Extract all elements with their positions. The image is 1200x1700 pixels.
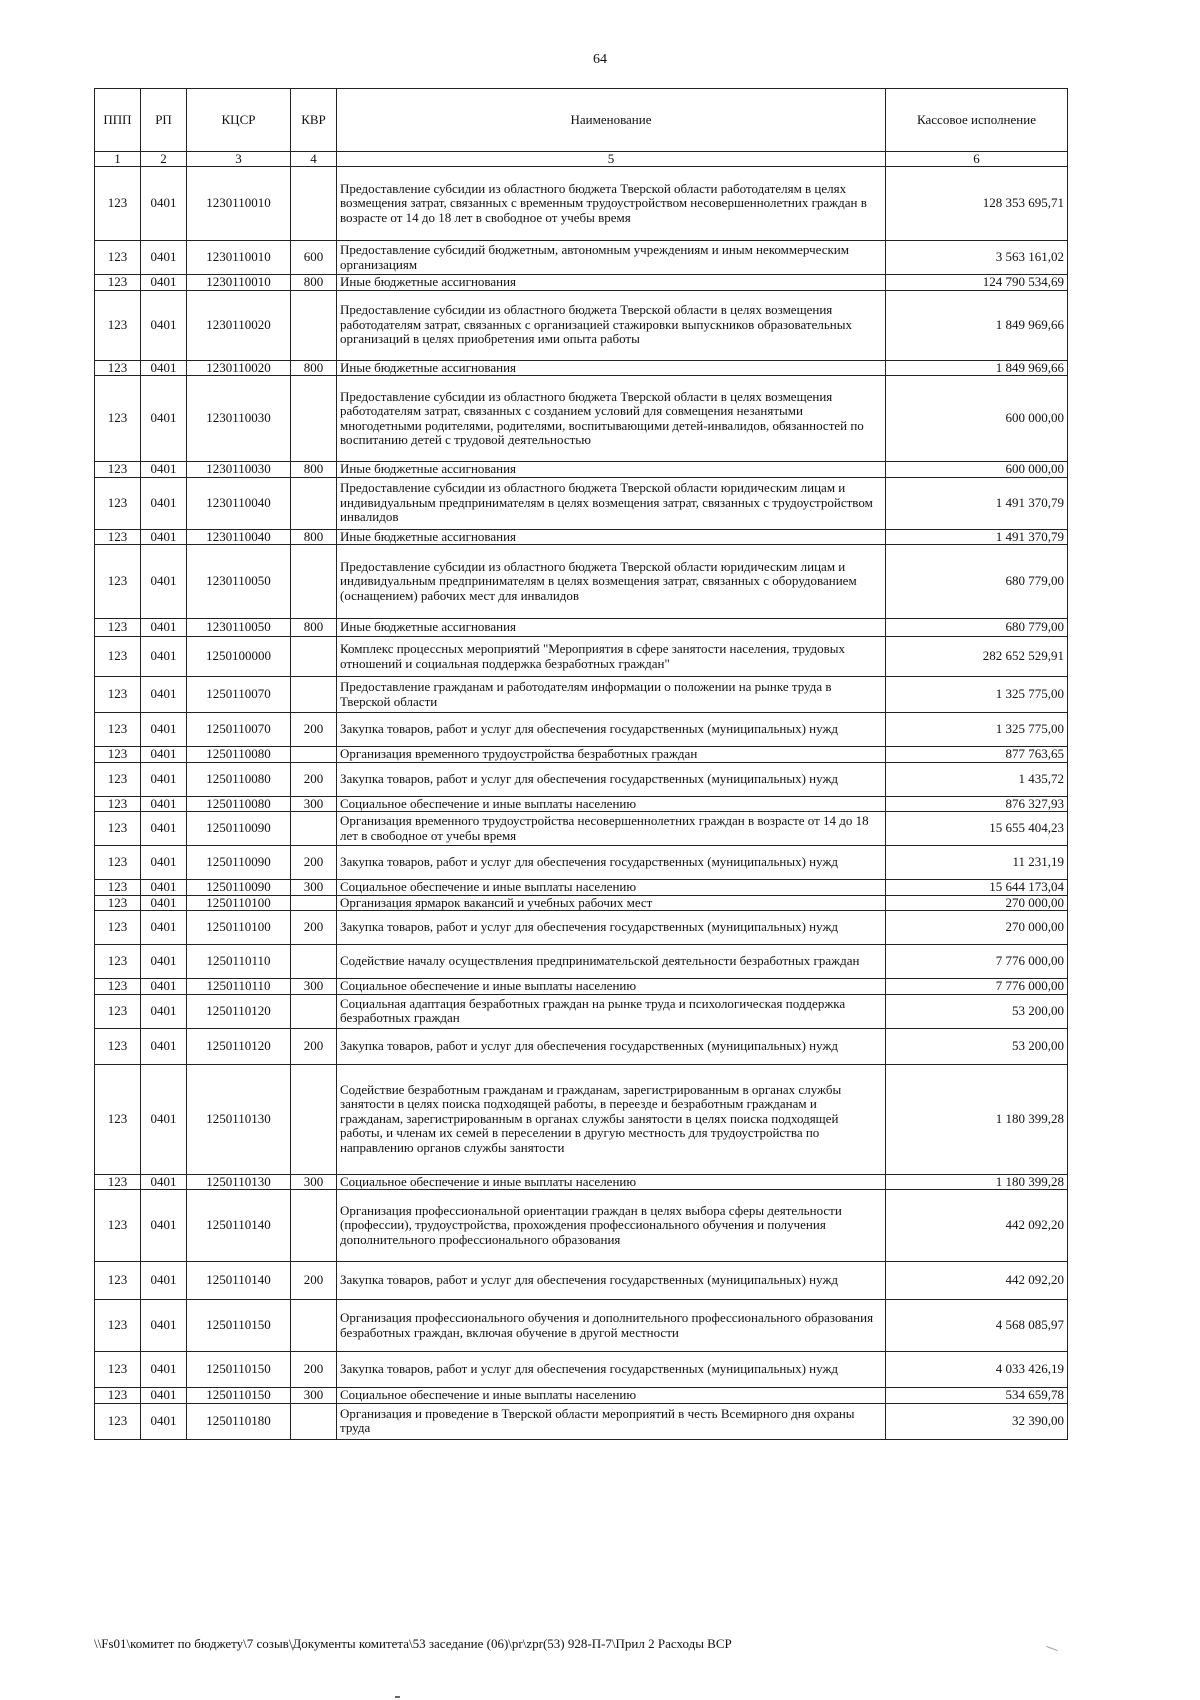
cell-amount: 600 000,00 — [886, 462, 1068, 478]
cell-amount: 1 491 370,79 — [886, 477, 1068, 529]
table-row — [95, 1174, 1068, 1190]
cell-name: Иные бюджетные ассигнования — [337, 360, 886, 376]
cell-ppp: 123 — [95, 477, 141, 529]
cell-kvr: 300 — [291, 979, 337, 995]
cell-amount: 1 435,72 — [886, 762, 1068, 796]
cell-name: Комплекс процессных мероприятий "Мероприятия в сфере занятости населения, трудовых отношений и социальная поддержка безработных граждан" — [337, 637, 886, 677]
table-row — [95, 762, 1068, 796]
page-number: 64 — [593, 52, 607, 67]
cell-amount: 1 325 775,00 — [886, 677, 1068, 713]
cell-kcsr: 1250110130 — [187, 1064, 291, 1174]
cell-kvr — [291, 167, 337, 241]
cell-kcsr: 1250110090 — [187, 812, 291, 846]
cell-kvr: 200 — [291, 846, 337, 880]
cell-rp: 0401 — [141, 637, 187, 677]
cell-amount: 270 000,00 — [886, 911, 1068, 945]
table-row — [95, 812, 1068, 846]
cell-kcsr: 1250110100 — [187, 911, 291, 945]
cell-ppp: 123 — [95, 979, 141, 995]
cell-ppp: 123 — [95, 1064, 141, 1174]
file-path-footer: \\Fs01\комитет по бюджету\7 созыв\Документы комитета\53 заседание (06)\pr\zpr(53) 928-П-7\Прил 2 Расходы ВСР — [94, 1636, 732, 1651]
cell-name: Социальное обеспечение и иные выплаты населению — [337, 1174, 886, 1190]
cell-name: Организация ярмарок вакансий и учебных рабочих мест — [337, 895, 886, 911]
cell-amount: 442 092,20 — [886, 1190, 1068, 1262]
cell-rp: 0401 — [141, 945, 187, 979]
cell-kcsr: 1230110010 — [187, 275, 291, 291]
table-row — [95, 911, 1068, 945]
table-row — [95, 462, 1068, 478]
table-row — [95, 1190, 1068, 1262]
cell-kvr: 800 — [291, 360, 337, 376]
cell-name: Предоставление субсидий бюджетным, автономным учреждениям и иным некоммерческим организациям — [337, 241, 886, 275]
cell-ppp: 123 — [95, 796, 141, 812]
cell-kvr — [291, 376, 337, 462]
cell-name: Социальное обеспечение и иные выплаты населению — [337, 1388, 886, 1404]
table-row — [95, 167, 1068, 241]
cell-ppp: 123 — [95, 713, 141, 747]
table-row — [95, 747, 1068, 763]
cell-kvr: 800 — [291, 619, 337, 637]
table-row — [95, 846, 1068, 880]
cell-name: Предоставление субсидии из областного бюджета Тверской области работодателям в целях возмещения затрат, связанных с временным трудоустройством несовершеннолетних граждан в возрасте от 14 до 18 лет в свободное от учебы время — [337, 167, 886, 241]
table-row — [95, 979, 1068, 995]
cell-rp: 0401 — [141, 376, 187, 462]
cell-ppp: 123 — [95, 945, 141, 979]
header-rp: РП — [141, 89, 187, 152]
cell-kcsr: 1250110090 — [187, 846, 291, 880]
cell-kcsr: 1230110010 — [187, 241, 291, 275]
cell-rp: 0401 — [141, 880, 187, 896]
cell-amount: 1 180 399,28 — [886, 1174, 1068, 1190]
table-row — [95, 895, 1068, 911]
cell-ppp: 123 — [95, 994, 141, 1028]
table-row — [95, 360, 1068, 376]
cell-amount: 600 000,00 — [886, 376, 1068, 462]
cell-ppp: 123 — [95, 545, 141, 619]
cell-rp: 0401 — [141, 1352, 187, 1388]
cell-kcsr: 1250110120 — [187, 1028, 291, 1064]
cell-name: Организация и проведение в Тверской области мероприятий в честь Всемирного дня охраны труда — [337, 1403, 886, 1439]
cell-name: Иные бюджетные ассигнования — [337, 275, 886, 291]
cell-kvr — [291, 637, 337, 677]
cell-kvr: 200 — [291, 1262, 337, 1300]
cell-name: Закупка товаров, работ и услуг для обеспечения государственных (муниципальных) нужд — [337, 713, 886, 747]
cell-kvr: 200 — [291, 1352, 337, 1388]
cell-rp: 0401 — [141, 529, 187, 545]
cell-amount: 1 849 969,66 — [886, 290, 1068, 360]
cell-kvr — [291, 1190, 337, 1262]
table-row — [95, 1300, 1068, 1352]
header-amount: Кассовое исполнение — [886, 89, 1068, 152]
cell-ppp: 123 — [95, 1300, 141, 1352]
cell-rp: 0401 — [141, 1028, 187, 1064]
cell-amount: 282 652 529,91 — [886, 637, 1068, 677]
cell-kvr: 300 — [291, 796, 337, 812]
cell-rp: 0401 — [141, 1300, 187, 1352]
cell-name: Закупка товаров, работ и услуг для обеспечения государственных (муниципальных) нужд — [337, 846, 886, 880]
cell-name: Социальное обеспечение и иные выплаты населению — [337, 880, 886, 896]
table-row — [95, 1262, 1068, 1300]
cell-kcsr: 1230110050 — [187, 619, 291, 637]
cell-rp: 0401 — [141, 979, 187, 995]
cell-ppp: 123 — [95, 762, 141, 796]
cell-amount: 442 092,20 — [886, 1262, 1068, 1300]
table-row — [95, 677, 1068, 713]
header-ppp: ППП — [95, 89, 141, 152]
cell-ppp: 123 — [95, 846, 141, 880]
cell-kcsr: 1230110020 — [187, 290, 291, 360]
cell-kvr: 800 — [291, 275, 337, 291]
cell-kcsr: 1230110020 — [187, 360, 291, 376]
column-number: 4 — [291, 152, 337, 167]
cell-name: Закупка товаров, работ и услуг для обеспечения государственных (муниципальных) нужд — [337, 1028, 886, 1064]
cell-amount: 534 659,78 — [886, 1388, 1068, 1404]
cell-name: Иные бюджетные ассигнования — [337, 619, 886, 637]
cell-ppp: 123 — [95, 167, 141, 241]
cell-kvr: 300 — [291, 880, 337, 896]
table-row — [95, 994, 1068, 1028]
column-number: 6 — [886, 152, 1068, 167]
table-row — [95, 796, 1068, 812]
cell-name: Предоставление субсидии из областного бюджета Тверской области юридическим лицам и индивидуальным предпринимателям в целях возмещения затрат, связанных с трудоустройством инвалидов — [337, 477, 886, 529]
cell-rp: 0401 — [141, 895, 187, 911]
column-number: 2 — [141, 152, 187, 167]
cell-kcsr: 1230110010 — [187, 167, 291, 241]
cell-kvr: 300 — [291, 1388, 337, 1404]
cell-kcsr: 1230110030 — [187, 462, 291, 478]
cell-kvr: 300 — [291, 1174, 337, 1190]
cell-kcsr: 1250110070 — [187, 677, 291, 713]
cell-kcsr: 1230110040 — [187, 477, 291, 529]
expenditure-table — [94, 88, 1068, 1440]
cell-kvr — [291, 290, 337, 360]
table-body — [95, 167, 1068, 1440]
cell-name: Предоставление субсидии из областного бюджета Тверской области в целях возмещения работодателям затрат, связанных с созданием условий для совмещения незанятыми многодетными родителями, родителями, воспитывающими детей-инвалидов, обязанностей по воспитанию детей с трудовой деятельностью — [337, 376, 886, 462]
cell-rp: 0401 — [141, 1174, 187, 1190]
cell-amount: 680 779,00 — [886, 619, 1068, 637]
cell-amount: 877 763,65 — [886, 747, 1068, 763]
cell-kvr: 200 — [291, 713, 337, 747]
cell-kvr: 600 — [291, 241, 337, 275]
cell-ppp: 123 — [95, 880, 141, 896]
cell-ppp: 123 — [95, 529, 141, 545]
cell-kcsr: 1230110040 — [187, 529, 291, 545]
cell-ppp: 123 — [95, 911, 141, 945]
table-row — [95, 1028, 1068, 1064]
cell-rp: 0401 — [141, 911, 187, 945]
scan-mark — [395, 1696, 400, 1698]
cell-kvr: 200 — [291, 1028, 337, 1064]
table-row — [95, 637, 1068, 677]
cell-kvr — [291, 945, 337, 979]
cell-rp: 0401 — [141, 762, 187, 796]
cell-ppp: 123 — [95, 376, 141, 462]
cell-ppp: 123 — [95, 1403, 141, 1439]
cell-rp: 0401 — [141, 994, 187, 1028]
table-row — [95, 241, 1068, 275]
cell-kcsr: 1250110140 — [187, 1190, 291, 1262]
header-kvr: КВР — [291, 89, 337, 152]
cell-amount: 53 200,00 — [886, 994, 1068, 1028]
cell-amount: 32 390,00 — [886, 1403, 1068, 1439]
cell-rp: 0401 — [141, 545, 187, 619]
cell-kcsr: 1250110150 — [187, 1352, 291, 1388]
cell-name: Предоставление субсидии из областного бюджета Тверской области юридическим лицам и индивидуальным предпринимателям в целях возмещения затрат, связанных с оборудованием (оснащением) рабочих мест для инвалидов — [337, 545, 886, 619]
cell-ppp: 123 — [95, 290, 141, 360]
cell-amount: 15 644 173,04 — [886, 880, 1068, 896]
cell-kcsr: 1250110150 — [187, 1300, 291, 1352]
cell-amount: 270 000,00 — [886, 895, 1068, 911]
table-row — [95, 545, 1068, 619]
cell-kcsr: 1250110080 — [187, 762, 291, 796]
cell-name: Социальное обеспечение и иные выплаты населению — [337, 796, 886, 812]
cell-kcsr: 1250110090 — [187, 880, 291, 896]
cell-amount: 3 563 161,02 — [886, 241, 1068, 275]
cell-name: Организация временного трудоустройства несовершеннолетних граждан в возрасте от 14 до 18 лет в свободное от учебы время — [337, 812, 886, 846]
cell-amount: 128 353 695,71 — [886, 167, 1068, 241]
cell-rp: 0401 — [141, 1262, 187, 1300]
table-row — [95, 1352, 1068, 1388]
cell-rp: 0401 — [141, 290, 187, 360]
table-row — [95, 529, 1068, 545]
cell-kvr — [291, 812, 337, 846]
cell-kvr — [291, 677, 337, 713]
cell-kvr — [291, 747, 337, 763]
cell-amount: 4 033 426,19 — [886, 1352, 1068, 1388]
table-row — [95, 880, 1068, 896]
cell-kcsr: 1250110080 — [187, 747, 291, 763]
cell-rp: 0401 — [141, 275, 187, 291]
cell-name: Иные бюджетные ассигнования — [337, 462, 886, 478]
cell-kcsr: 1250110180 — [187, 1403, 291, 1439]
cell-name: Организация профессиональной ориентации граждан в целях выбора сферы деятельности (профессии), трудоустройства, прохождения профессионального обучения и получения дополнительного профессионального образования — [337, 1190, 886, 1262]
cell-rp: 0401 — [141, 619, 187, 637]
cell-ppp: 123 — [95, 619, 141, 637]
cell-amount: 4 568 085,97 — [886, 1300, 1068, 1352]
table-row — [95, 619, 1068, 637]
cell-kcsr: 1250110110 — [187, 945, 291, 979]
table-row — [95, 290, 1068, 360]
cell-rp: 0401 — [141, 167, 187, 241]
cell-kvr — [291, 1064, 337, 1174]
cell-name: Организация профессионального обучения и дополнительного профессионального образования безработных граждан, включая обучение в другой местности — [337, 1300, 886, 1352]
cell-kvr — [291, 1300, 337, 1352]
cell-kvr: 200 — [291, 762, 337, 796]
header-kcsr: КЦСР — [187, 89, 291, 152]
cell-rp: 0401 — [141, 713, 187, 747]
cell-name: Закупка товаров, работ и услуг для обеспечения государственных (муниципальных) нужд — [337, 1352, 886, 1388]
cell-kvr — [291, 1403, 337, 1439]
cell-ppp: 123 — [95, 1190, 141, 1262]
table-row — [95, 945, 1068, 979]
cell-ppp: 123 — [95, 241, 141, 275]
cell-ppp: 123 — [95, 637, 141, 677]
column-number-row — [95, 152, 1068, 167]
cell-kcsr: 1230110030 — [187, 376, 291, 462]
cell-name: Содействие безработным гражданам и гражданам, зарегистрированным в органах службы занятости в целях поиска подходящей работы, в переезде и безработным гражданам и гражданам, зарегистрированным в органах службы занятости в целях поиска подходящей работы, и членам их семей в переселении в другую местность для трудоустройства по направлению органов службы занятости — [337, 1064, 886, 1174]
cell-kvr — [291, 545, 337, 619]
cell-rp: 0401 — [141, 241, 187, 275]
cell-name: Содействие началу осуществления предпринимательской деятельности безработных граждан — [337, 945, 886, 979]
cell-amount: 11 231,19 — [886, 846, 1068, 880]
cell-rp: 0401 — [141, 677, 187, 713]
cell-name: Иные бюджетные ассигнования — [337, 529, 886, 545]
cell-name: Организация временного трудоустройства безработных граждан — [337, 747, 886, 763]
cell-kvr: 800 — [291, 529, 337, 545]
table-header-row — [95, 89, 1068, 152]
cell-rp: 0401 — [141, 462, 187, 478]
cell-amount: 1 849 969,66 — [886, 360, 1068, 376]
column-number: 5 — [337, 152, 886, 167]
cell-kcsr: 1250110130 — [187, 1174, 291, 1190]
table-row — [95, 477, 1068, 529]
table-row — [95, 1403, 1068, 1439]
cell-rp: 0401 — [141, 812, 187, 846]
cell-amount: 1 180 399,28 — [886, 1064, 1068, 1174]
cell-name: Закупка товаров, работ и услуг для обеспечения государственных (муниципальных) нужд — [337, 1262, 886, 1300]
cell-kcsr: 1250110100 — [187, 895, 291, 911]
cell-kvr: 800 — [291, 462, 337, 478]
cell-amount: 124 790 534,69 — [886, 275, 1068, 291]
table-row — [95, 275, 1068, 291]
cell-ppp: 123 — [95, 1388, 141, 1404]
column-number: 1 — [95, 152, 141, 167]
cell-amount: 7 776 000,00 — [886, 979, 1068, 995]
cell-rp: 0401 — [141, 796, 187, 812]
cell-ppp: 123 — [95, 360, 141, 376]
cell-ppp: 123 — [95, 1174, 141, 1190]
cell-ppp: 123 — [95, 1028, 141, 1064]
cell-name: Предоставление гражданам и работодателям информации о положении на рынке труда в Тверской области — [337, 677, 886, 713]
cell-name: Закупка товаров, работ и услуг для обеспечения государственных (муниципальных) нужд — [337, 762, 886, 796]
cell-rp: 0401 — [141, 360, 187, 376]
cell-kcsr: 1230110050 — [187, 545, 291, 619]
table-row — [95, 713, 1068, 747]
cell-ppp: 123 — [95, 812, 141, 846]
cell-name: Предоставление субсидии из областного бюджета Тверской области в целях возмещения работодателям затрат, связанных с организацией стажировки выпускников образовательных организаций в целях приобретения ими опыта работы — [337, 290, 886, 360]
cell-ppp: 123 — [95, 747, 141, 763]
cell-rp: 0401 — [141, 1388, 187, 1404]
cell-name: Социальная адаптация безработных граждан на рынке труда и психологическая поддержка безработных граждан — [337, 994, 886, 1028]
cell-kcsr: 1250110140 — [187, 1262, 291, 1300]
cell-rp: 0401 — [141, 1403, 187, 1439]
cell-kcsr: 1250110120 — [187, 994, 291, 1028]
cell-ppp: 123 — [95, 1352, 141, 1388]
cell-ppp: 123 — [95, 462, 141, 478]
cell-ppp: 123 — [95, 895, 141, 911]
cell-kvr: 200 — [291, 911, 337, 945]
cell-ppp: 123 — [95, 677, 141, 713]
cell-rp: 0401 — [141, 477, 187, 529]
cell-kvr — [291, 994, 337, 1028]
table-row — [95, 1388, 1068, 1404]
cell-rp: 0401 — [141, 1190, 187, 1262]
table-row — [95, 376, 1068, 462]
cell-kcsr: 1250110150 — [187, 1388, 291, 1404]
cell-name: Социальное обеспечение и иные выплаты населению — [337, 979, 886, 995]
cell-kcsr: 1250110080 — [187, 796, 291, 812]
cell-amount: 876 327,93 — [886, 796, 1068, 812]
cell-rp: 0401 — [141, 846, 187, 880]
cell-amount: 1 325 775,00 — [886, 713, 1068, 747]
cell-ppp: 123 — [95, 1262, 141, 1300]
cell-kvr — [291, 895, 337, 911]
cell-rp: 0401 — [141, 1064, 187, 1174]
cell-kcsr: 1250100000 — [187, 637, 291, 677]
cell-kcsr: 1250110110 — [187, 979, 291, 995]
table-row — [95, 1064, 1068, 1174]
column-number: 3 — [187, 152, 291, 167]
cell-kvr — [291, 477, 337, 529]
cell-amount: 53 200,00 — [886, 1028, 1068, 1064]
cell-amount: 680 779,00 — [886, 545, 1068, 619]
cell-amount: 1 491 370,79 — [886, 529, 1068, 545]
header-name: Наименование — [337, 89, 886, 152]
cell-rp: 0401 — [141, 747, 187, 763]
cell-kcsr: 1250110070 — [187, 713, 291, 747]
cell-amount: 7 776 000,00 — [886, 945, 1068, 979]
cell-amount: 15 655 404,23 — [886, 812, 1068, 846]
cell-ppp: 123 — [95, 275, 141, 291]
cell-name: Закупка товаров, работ и услуг для обеспечения государственных (муниципальных) нужд — [337, 911, 886, 945]
